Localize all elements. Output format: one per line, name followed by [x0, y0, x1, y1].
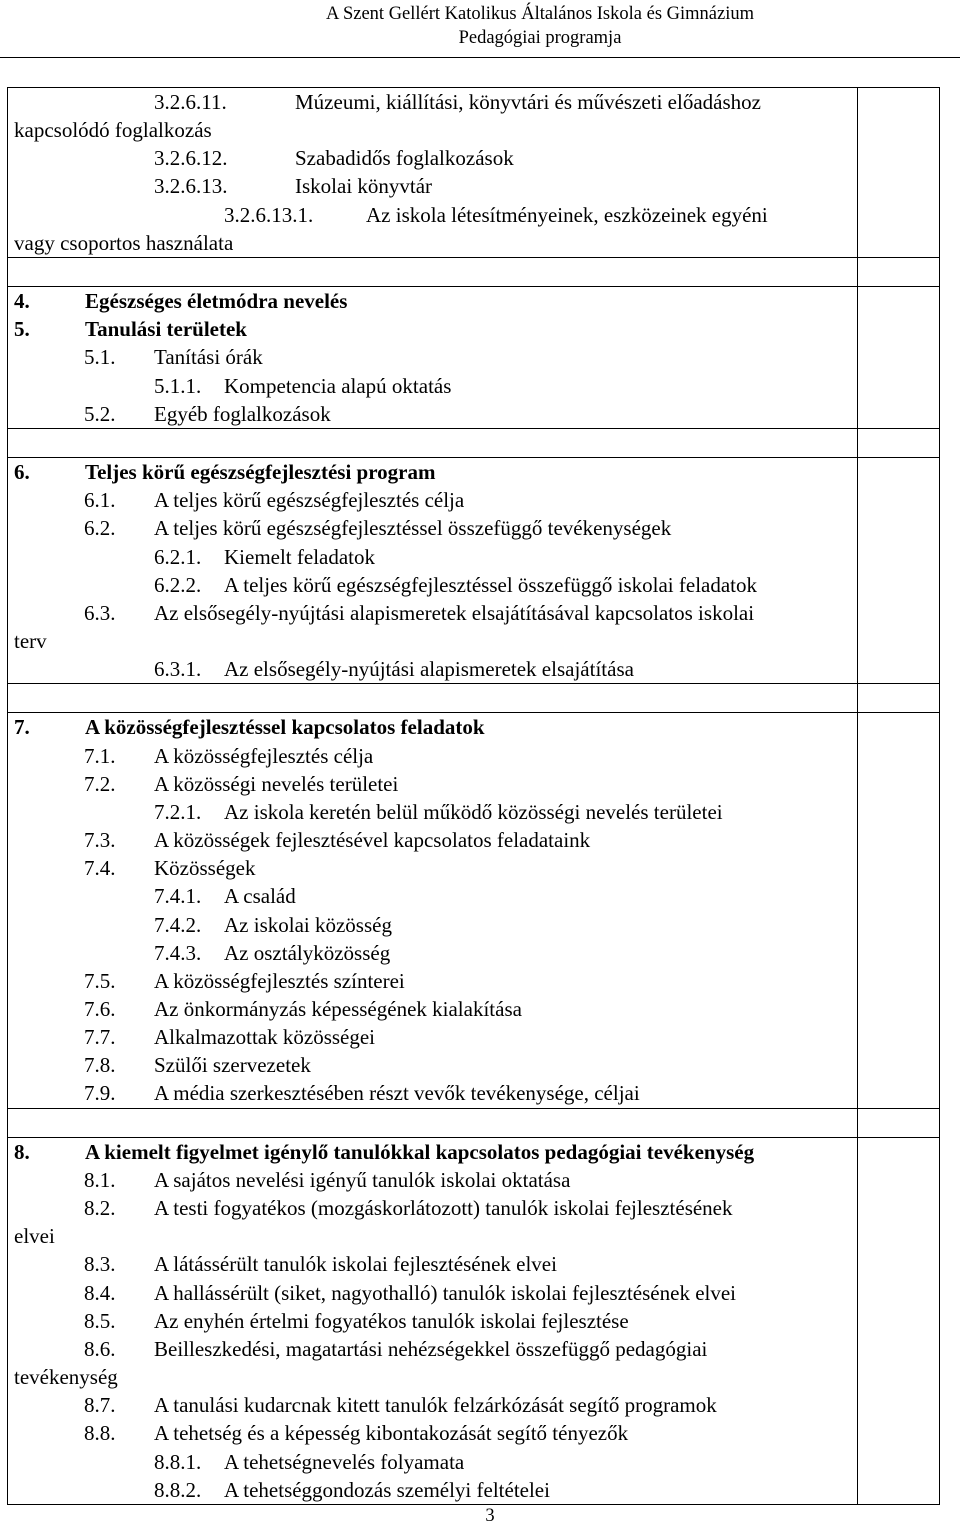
toc-page-cell: [858, 713, 939, 1107]
toc-entry-title: Az iskola keretén belül működő közösségi nevelés területei: [224, 799, 723, 824]
toc-entry-title: Tanulási területek: [85, 317, 247, 342]
toc-entry-number: 3.2.6.12.: [154, 146, 228, 171]
toc-empty-row: [7, 429, 940, 458]
toc-page-cell: [858, 258, 939, 286]
toc-entry-title: Iskolai könyvtár: [295, 174, 433, 199]
toc-entry-number: 5.2.: [84, 401, 116, 426]
toc-entry-number: 4.: [14, 289, 30, 314]
toc-entry: [8, 343, 857, 371]
toc-entry-number: 7.9.: [84, 1081, 116, 1106]
toc-section-entries: [8, 1138, 858, 1504]
toc-entry: [8, 1194, 857, 1222]
toc-entry-number: 7.4.: [84, 856, 116, 881]
toc-entry-title: A közösségi nevelés területei: [154, 771, 399, 796]
toc-entry-number: 8.4.: [84, 1280, 116, 1305]
toc-section: [7, 88, 940, 258]
toc-section-entries: [8, 713, 858, 1107]
toc-entry-title: A kiemelt figyelmet igénylő tanulókkal kapcsolatos pedagógiai tevékenység: [85, 1139, 755, 1164]
toc-entry-number: 6.1.: [84, 488, 116, 513]
toc-entry: [8, 713, 857, 741]
toc-entry-number: 7.2.: [84, 771, 116, 796]
toc-entry-title: A tanulási kudarcnak kitett tanulók felzárkózását segítő programok: [154, 1393, 717, 1418]
toc-entry-number: 5.: [14, 317, 30, 342]
toc-entry-number: 8.3.: [84, 1252, 116, 1277]
toc-entry: [8, 967, 857, 995]
toc-page-cell: [858, 287, 939, 428]
toc-entry: [8, 372, 857, 400]
toc-entry-title: Alkalmazottak közösségei: [154, 1025, 376, 1050]
toc-entry-number: 3.2.6.13.1.: [224, 202, 314, 227]
toc-entry: [8, 826, 857, 854]
toc-entry-number: 8.8.: [84, 1421, 116, 1446]
toc-entry-number: 7.3.: [84, 828, 116, 853]
toc-entry-title: A közösségek fejlesztésével kapcsolatos feladataink: [154, 828, 591, 853]
toc-entry-number: 7.: [14, 715, 30, 740]
toc-entry: [8, 1079, 857, 1107]
toc-entry: [8, 1419, 857, 1447]
toc-entry: [8, 882, 857, 910]
toc-entry-title: A közösségfejlesztéssel kapcsolatos feladatok: [85, 715, 485, 740]
toc-page-cell: [858, 1109, 939, 1137]
toc-empty-row: [7, 1109, 940, 1138]
toc-entry-title-continuation: kapcsolódó foglalkozás: [14, 118, 212, 143]
toc-entry-title: Az önkormányzás képességének kialakítása: [154, 997, 522, 1021]
toc-entry-number: 8.5.: [84, 1308, 116, 1333]
toc-entry-title: Egészséges életmódra nevelés: [85, 289, 348, 314]
toc-entry: [8, 798, 857, 826]
toc-entry: [8, 1476, 857, 1504]
toc-entry-number: 8.8.2.: [154, 1477, 202, 1502]
toc-entry: [8, 995, 857, 1023]
toc-entry: [8, 1250, 857, 1278]
toc-empty-row: [7, 684, 940, 713]
toc-entry-title: A tehetség és a képesség kibontakozását segítő tényezők: [154, 1421, 629, 1446]
toc-empty-cell: [8, 1109, 858, 1137]
toc-entry-title: Az enyhén értelmi fogyatékos tanulók iskolai fejlesztése: [154, 1308, 629, 1333]
toc-section-entries: [8, 88, 858, 257]
toc-page-cell: [858, 684, 939, 712]
toc-section-entries: [8, 458, 858, 683]
toc-entry-number: 7.4.2.: [154, 912, 202, 937]
toc-entry-number: 5.1.1.: [154, 373, 202, 398]
table-of-contents: [7, 87, 940, 1505]
toc-entry: [8, 742, 857, 770]
toc-section: [7, 1138, 940, 1505]
toc-entry-number: 7.4.1.: [154, 884, 202, 909]
toc-entry-title: Az osztályközösség: [224, 940, 391, 965]
toc-entry-number: 7.5.: [84, 968, 116, 993]
toc-page-cell: [858, 1138, 939, 1504]
toc-entry-number: 6.2.2.: [154, 572, 202, 597]
toc-entry-number: 8.: [14, 1139, 30, 1164]
toc-entry-title: A család: [224, 884, 296, 909]
toc-entry: [8, 770, 857, 798]
toc-entry-continuation: [8, 1222, 857, 1250]
toc-entry: [8, 599, 857, 627]
toc-entry-title: A hallássérült (siket, nagyothalló) tanulók iskolai fejlesztésének elvei: [154, 1280, 737, 1305]
toc-entry: [8, 1051, 857, 1079]
toc-entry-title: Szabadidős foglalkozások: [295, 146, 514, 171]
toc-entry-continuation: [8, 1363, 857, 1391]
toc-entry: [8, 287, 857, 315]
toc-entry: [8, 1138, 857, 1166]
toc-entry-title: A média szerkesztésében részt vevők tevékenysége, céljai: [154, 1081, 640, 1106]
toc-section-entries: [8, 287, 858, 428]
document-title-header: Pedagógiai programja: [458, 28, 622, 48]
toc-entry-title-continuation: vagy csoportos használata: [14, 230, 234, 255]
toc-entry-title: A látássérült tanulók iskolai fejlesztésének elvei: [154, 1252, 557, 1277]
toc-entry-number: 7.6.: [84, 997, 116, 1021]
toc-entry-number: 5.1.: [84, 345, 116, 370]
toc-entry-number: 7.1.: [84, 743, 116, 768]
toc-entry-title: A teljes körű egészségfejlesztéssel összefüggő iskolai feladatok: [224, 572, 757, 597]
toc-entry-title: A közösségfejlesztés színterei: [154, 968, 405, 993]
toc-entry-title: Múzeumi, kiállítási, könyvtári és művészeti előadáshoz: [295, 90, 761, 114]
toc-entry-number: 8.6.: [84, 1336, 116, 1361]
toc-entry: [8, 1023, 857, 1051]
toc-entry: [8, 315, 857, 343]
toc-entry: [8, 911, 857, 939]
toc-entry-number: 8.8.1.: [154, 1449, 202, 1474]
toc-entry-title-continuation: terv: [14, 628, 47, 653]
toc-entry: [8, 486, 857, 514]
toc-section: [7, 713, 940, 1108]
toc-entry-title: Az elsősegély-nyújtási alapismeretek elsajátítása: [224, 657, 634, 682]
toc-entry-title: Tanítási órák: [154, 345, 263, 370]
toc-entry-number: 3.2.6.11.: [154, 90, 227, 114]
toc-section: [7, 287, 940, 429]
toc-entry-number: 8.1.: [84, 1167, 116, 1192]
toc-page-cell: [858, 458, 939, 683]
toc-entry-title: A sajátos nevelési igényű tanulók iskolai oktatása: [154, 1167, 571, 1192]
toc-entry-number: 7.8.: [84, 1053, 116, 1078]
toc-entry-continuation: [8, 229, 857, 257]
toc-empty-cell: [8, 429, 858, 457]
toc-empty-cell: [8, 258, 858, 286]
toc-entry-title: A teljes körű egészségfejlesztéssel összefüggő tevékenységek: [154, 516, 672, 541]
toc-entry-number: 8.7.: [84, 1393, 116, 1418]
toc-entry-number: 8.2.: [84, 1196, 116, 1221]
toc-entry: [8, 201, 857, 229]
page-number: 3: [485, 1506, 495, 1526]
toc-entry-number: 6.2.: [84, 516, 116, 541]
toc-entry-number: 6.3.1.: [154, 657, 202, 682]
toc-entry: [8, 571, 857, 599]
toc-entry-title: A teljes körű egészségfejlesztés célja: [154, 488, 465, 513]
toc-entry-title: Kiemelt feladatok: [224, 544, 376, 569]
toc-entry: [8, 144, 857, 172]
toc-entry: [8, 1307, 857, 1335]
toc-entry-title: Az iskolai közösség: [224, 912, 392, 937]
toc-empty-cell: [8, 684, 858, 712]
toc-entry-title: Az elsősegély-nyújtási alapismeretek elsajátításával kapcsolatos iskolai: [154, 600, 755, 625]
toc-entry-continuation: [8, 627, 857, 655]
toc-entry-title: Teljes körű egészségfejlesztési program: [85, 460, 436, 485]
toc-entry-title: A tehetségnevelés folyamata: [224, 1449, 465, 1474]
toc-entry-title: A közösségfejlesztés célja: [154, 743, 374, 768]
toc-entry-number: 7.2.1.: [154, 799, 202, 824]
toc-entry-title: Kompetencia alapú oktatás: [224, 373, 452, 398]
toc-entry: [8, 458, 857, 486]
toc-entry-number: 6.: [14, 460, 30, 485]
toc-entry: [8, 1448, 857, 1476]
header-divider: [0, 57, 960, 58]
toc-entry: [8, 1335, 857, 1363]
toc-entry-title: Közösségek: [154, 856, 256, 881]
toc-entry: [8, 172, 857, 200]
toc-entry: [8, 1391, 857, 1419]
toc-entry-title: Az iskola létesítményeinek, eszközeinek egyéni: [366, 202, 768, 227]
toc-entry-title: Beilleszkedési, magatartási nehézségekkel összefüggő pedagógiai: [154, 1336, 708, 1361]
toc-entry: [8, 854, 857, 882]
toc-entry: [8, 88, 857, 116]
toc-entry: [8, 939, 857, 967]
toc-entry: [8, 400, 857, 428]
toc-entry-number: 3.2.6.13.: [154, 174, 228, 199]
toc-entry-title-continuation: elvei: [14, 1224, 55, 1249]
toc-entry-title: Szülői szervezetek: [154, 1053, 311, 1078]
school-name-header: A Szent Gellért Katolikus Általános Iskola és Gimnázium: [326, 4, 754, 24]
toc-section: [7, 458, 940, 684]
toc-entry-number: 7.4.3.: [154, 940, 202, 965]
toc-entry-number: 6.2.1.: [154, 544, 202, 569]
toc-entry-title: A tehetséggondozás személyi feltételei: [224, 1477, 550, 1502]
toc-entry: [8, 655, 857, 683]
toc-page-cell: [858, 88, 939, 257]
toc-entry-title: Egyéb foglalkozások: [154, 401, 331, 426]
toc-entry: [8, 543, 857, 571]
toc-page-cell: [858, 429, 939, 457]
toc-empty-row: [7, 258, 940, 287]
toc-entry-number: 7.7.: [84, 1025, 116, 1050]
toc-entry-continuation: [8, 116, 857, 144]
toc-entry: [8, 514, 857, 542]
toc-entry: [8, 1279, 857, 1307]
toc-entry-title: A testi fogyatékos (mozgáskorlátozott) tanulók iskolai fejlesztésének: [154, 1196, 733, 1221]
toc-entry-title-continuation: tevékenység: [14, 1365, 118, 1390]
toc-entry-number: 6.3.: [84, 600, 116, 625]
toc-entry: [8, 1166, 857, 1194]
